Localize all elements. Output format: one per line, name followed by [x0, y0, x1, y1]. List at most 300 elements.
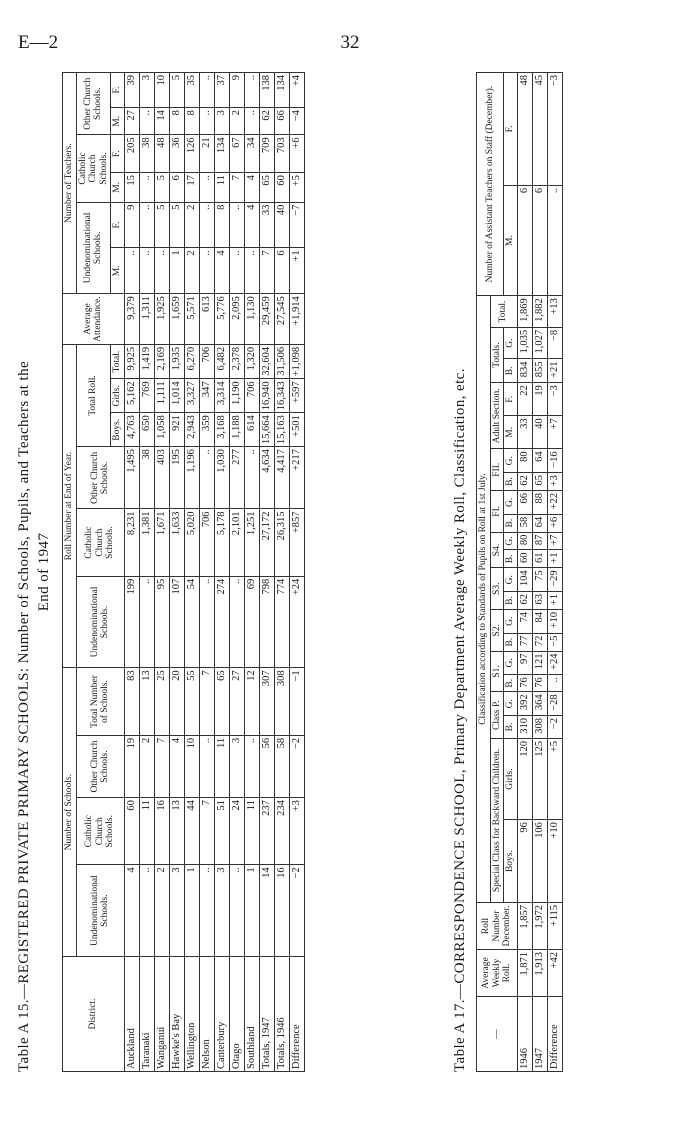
table-cell: −29: [547, 568, 562, 592]
table-cell: +1: [547, 592, 562, 610]
table-cell: 67: [229, 135, 244, 173]
table-cell: 855: [532, 359, 547, 383]
table-cell: 3,168: [214, 413, 229, 447]
table-cell: 66: [517, 491, 532, 515]
table-row: [274, 73, 289, 1072]
table-cell: 5,020: [184, 509, 199, 576]
table-cell: 95: [154, 576, 169, 668]
table-a15-block: [14, 72, 389, 1072]
col-roll-catholic: Catholic Church Schools.: [76, 509, 124, 576]
table-cell: 107: [169, 576, 184, 668]
table-cell: 19: [124, 735, 139, 797]
table-cell: 1,311: [139, 294, 154, 345]
table-cell: +24: [289, 576, 304, 668]
table-cell: 1,030: [214, 447, 229, 509]
table-cell: ..: [244, 248, 259, 294]
table-cell: 56: [259, 735, 274, 797]
col-t-undenom-f: F.: [111, 202, 125, 248]
district-name: Wanganui: [154, 957, 169, 1072]
table-cell: 2,943: [184, 413, 199, 447]
col-t-other-f: F.: [111, 73, 125, 108]
table-cell: 63: [532, 592, 547, 610]
col-s4: S4.: [490, 532, 504, 568]
table-cell: ..: [139, 248, 154, 294]
col-f2-b: B.: [504, 473, 518, 491]
col-t-undenom-m: M.: [111, 248, 125, 294]
page-reference: E—2: [18, 32, 59, 53]
col-s4-b: B.: [504, 550, 518, 568]
table-cell: 1: [169, 248, 184, 294]
table-cell: 1: [184, 865, 199, 957]
table-cell: ..: [139, 173, 154, 202]
table-cell: 37: [214, 73, 229, 108]
col-avg-attendance: Average Attendance.: [63, 294, 125, 345]
col-boys: Boys.: [111, 413, 125, 447]
col-s1-b: B.: [504, 675, 518, 692]
table-cell: 33: [517, 416, 532, 449]
page-number: 32: [340, 32, 360, 53]
table-cell: 11: [214, 173, 229, 202]
col-class-p: Class P.: [490, 692, 504, 739]
table-cell: 1,659: [169, 294, 184, 345]
table-cell: 5: [169, 202, 184, 248]
table-cell: +10: [547, 609, 562, 633]
col-avg-weekly-roll: Average Weekly Roll.: [477, 950, 518, 997]
district-name: Canterbury: [214, 957, 229, 1072]
col-totals-g: G.: [504, 327, 518, 359]
table-a17-block: [450, 72, 700, 1072]
table-cell: 4: [169, 735, 184, 797]
table-cell: 64: [532, 514, 547, 532]
table-cell: 5,178: [214, 509, 229, 576]
table-cell: 21: [199, 135, 214, 173]
table-cell: 2,169: [154, 344, 169, 379]
col-s1: S1.: [490, 651, 504, 692]
table-cell: 16: [154, 798, 169, 865]
table-cell: +1: [289, 248, 304, 294]
table-cell: 1,935: [169, 344, 184, 379]
col-adult: Adult Section.: [490, 383, 504, 449]
table-cell: 5,571: [184, 294, 199, 345]
table-cell: 87: [532, 532, 547, 550]
table-row: [229, 73, 244, 1072]
table-row: [259, 73, 274, 1072]
col-t-other-m: M.: [111, 108, 125, 135]
table-cell: 205: [124, 135, 139, 173]
col-p-g: G.: [504, 692, 518, 716]
table-cell: +597: [289, 379, 304, 413]
table-cell: 83: [124, 668, 139, 735]
col-t-other: Other Church Schools.: [76, 73, 111, 135]
table-cell: 1,381: [139, 509, 154, 576]
table-cell: 2: [139, 735, 154, 797]
table-cell: 4,634: [259, 447, 274, 509]
table-cell: 61: [532, 550, 547, 568]
col-f1-b: B.: [504, 514, 518, 532]
table-cell: 1,913: [532, 950, 547, 997]
table-cell: ..: [154, 248, 169, 294]
table-cell: 6: [169, 173, 184, 202]
table-cell: 2: [184, 248, 199, 294]
table-cell: 364: [532, 692, 547, 716]
table-cell: 34: [244, 135, 259, 173]
col-group-teachers: Number of Teachers.: [63, 73, 77, 294]
table-cell: ..: [199, 447, 214, 509]
table-cell: ..: [229, 202, 244, 248]
table-cell: +115: [547, 903, 562, 950]
table-cell: −5: [547, 633, 562, 651]
table-cell: +3: [289, 798, 304, 865]
table-cell: 74: [517, 609, 532, 633]
table-cell: −8: [547, 327, 562, 359]
table-cell: ..: [229, 248, 244, 294]
table-cell: 7: [229, 173, 244, 202]
table-cell: ..: [199, 576, 214, 668]
table-cell: 16,940: [259, 379, 274, 413]
col-totals-b: B.: [504, 359, 518, 383]
table-cell: 75: [532, 568, 547, 592]
table-row: [547, 73, 562, 1072]
col-roll-december: Roll Number December.: [477, 903, 518, 950]
table-cell: 84: [532, 609, 547, 633]
table-cell: 11: [214, 735, 229, 797]
table-cell: 134: [214, 135, 229, 173]
table-cell: 1,111: [154, 379, 169, 413]
table-cell: 48: [154, 135, 169, 173]
table-cell: ..: [139, 202, 154, 248]
table-cell: 706: [244, 379, 259, 413]
table-cell: 237: [259, 798, 274, 865]
col-dash: —: [477, 997, 518, 1072]
table-cell: +24: [547, 651, 562, 675]
table-cell: 2,378: [229, 344, 244, 379]
table-cell: 15,664: [259, 413, 274, 447]
table-cell: 1,035: [517, 327, 532, 359]
table-a17-body: [517, 73, 562, 1072]
table-cell: 614: [244, 413, 259, 447]
table-cell: 6: [274, 248, 289, 294]
row-label: 1947: [532, 997, 547, 1072]
table-cell: 1,014: [169, 379, 184, 413]
table-cell: +7: [547, 532, 562, 550]
table-cell: 4: [244, 202, 259, 248]
col-total: Total.: [490, 296, 517, 328]
table-cell: ..: [547, 185, 562, 295]
col-adult-m: M.: [504, 416, 518, 449]
table-row: [214, 73, 229, 1072]
table-cell: 12: [244, 668, 259, 735]
table-cell: 120: [517, 738, 532, 819]
table-cell: −7: [289, 202, 304, 248]
table-cell: 32,604: [259, 344, 274, 379]
table-cell: 62: [517, 592, 532, 610]
table-cell: 3: [139, 73, 154, 108]
table-row: [184, 73, 199, 1072]
table-row: [139, 73, 154, 1072]
table-cell: 25: [154, 668, 169, 735]
table-cell: 51: [214, 798, 229, 865]
table-cell: 709: [259, 135, 274, 173]
col-f2: FII.: [490, 449, 504, 491]
table-cell: 33: [259, 202, 274, 248]
table-cell: 80: [517, 449, 532, 473]
table-cell: 8,231: [124, 509, 139, 576]
table-cell: 1,633: [169, 509, 184, 576]
table-cell: 77: [517, 633, 532, 651]
table-cell: 359: [199, 413, 214, 447]
table-cell: ..: [244, 447, 259, 509]
table-cell: +1: [547, 550, 562, 568]
table-cell: 1: [244, 865, 259, 957]
table-cell: −2: [289, 735, 304, 797]
table-cell: 4,417: [274, 447, 289, 509]
table-cell: 1,495: [124, 447, 139, 509]
table-cell: −4: [289, 108, 304, 135]
table-cell: 40: [274, 202, 289, 248]
table-cell: 2: [184, 202, 199, 248]
table-cell: 8: [214, 202, 229, 248]
district-name: Totals, 1947: [259, 957, 274, 1072]
table-cell: 60: [517, 550, 532, 568]
table-cell: 7: [154, 735, 169, 797]
col-ns-other: Other Church Schools.: [76, 735, 124, 797]
table-row: [289, 73, 304, 1072]
table-cell: 1,972: [532, 903, 547, 950]
table-cell: 6,482: [214, 344, 229, 379]
table-cell: 17: [184, 173, 199, 202]
table-cell: 8: [169, 108, 184, 135]
table-cell: 403: [154, 447, 169, 509]
col-s2-g: G.: [504, 609, 518, 633]
table-cell: 1,671: [154, 509, 169, 576]
table-cell: +3: [547, 473, 562, 491]
col-assistant-f: F.: [504, 73, 518, 186]
col-s3-b: B.: [504, 592, 518, 610]
col-girls: Girls.: [111, 379, 125, 413]
table-a17: [476, 72, 563, 1072]
col-group-num-schools: Number of Schools.: [63, 668, 77, 957]
col-total: Total.: [111, 344, 125, 379]
table-cell: 14: [154, 108, 169, 135]
table-cell: 9,925: [124, 344, 139, 379]
table-cell: 2: [229, 108, 244, 135]
col-group-roll: Roll Number at End of Year.: [63, 344, 77, 667]
table-cell: +6: [547, 514, 562, 532]
col-s2-b: B.: [504, 633, 518, 651]
table-cell: 3: [214, 108, 229, 135]
table-cell: 3: [214, 865, 229, 957]
table-cell: ..: [199, 735, 214, 797]
table-cell: 7: [259, 248, 274, 294]
table-cell: 1,058: [154, 413, 169, 447]
table-cell: +42: [547, 950, 562, 997]
table-cell: 58: [274, 735, 289, 797]
table-cell: 1,320: [244, 344, 259, 379]
table-cell: 65: [532, 473, 547, 491]
table-cell: 392: [517, 692, 532, 716]
table-cell: −28: [547, 692, 562, 716]
table-cell: 798: [259, 576, 274, 668]
col-t-catholic-m: M.: [111, 173, 125, 202]
table-cell: −3: [547, 73, 562, 186]
table-cell: 3,327: [184, 379, 199, 413]
table-a17-caption: Table A 17.—CORRESPONDENCE SCHOOL, Primary Department Average Weekly Roll, Classification, etc.: [452, 368, 468, 1072]
col-t-catholic-f: F.: [111, 135, 125, 173]
table-cell: 64: [532, 449, 547, 473]
table-cell: 38: [139, 135, 154, 173]
table-row: [244, 73, 259, 1072]
col-s4-g: G.: [504, 532, 518, 550]
table-cell: 310: [517, 716, 532, 739]
table-cell: 347: [199, 379, 214, 413]
col-assistant-m: M.: [504, 185, 518, 295]
table-cell: 7: [199, 668, 214, 735]
table-cell: 6: [532, 185, 547, 295]
table-cell: 9: [229, 73, 244, 108]
table-cell: ..: [199, 202, 214, 248]
table-cell: 769: [139, 379, 154, 413]
table-cell: 234: [274, 798, 289, 865]
table-cell: +22: [547, 491, 562, 515]
table-cell: 66: [274, 108, 289, 135]
col-totals: Totals.: [490, 327, 504, 382]
table-cell: +4: [289, 73, 304, 108]
table-cell: 774: [274, 576, 289, 668]
table-cell: 1,190: [229, 379, 244, 413]
table-cell: −2: [547, 716, 562, 739]
district-name: Southland: [244, 957, 259, 1072]
table-cell: 1,882: [532, 296, 547, 328]
table-cell: ..: [244, 73, 259, 108]
table-cell: 138: [259, 73, 274, 108]
table-cell: 1,251: [244, 509, 259, 576]
table-cell: 31,506: [274, 344, 289, 379]
district-name: Auckland: [124, 957, 139, 1072]
table-a15-subtitle: End of 1947: [36, 532, 52, 612]
col-p-b: B.: [504, 716, 518, 739]
table-cell: 40: [532, 416, 547, 449]
table-cell: +7: [547, 416, 562, 449]
table-cell: −1: [289, 668, 304, 735]
table-cell: −3: [547, 383, 562, 416]
table-cell: 1,027: [532, 327, 547, 359]
col-s3-g: G.: [504, 568, 518, 592]
table-cell: +5: [289, 173, 304, 202]
table-cell: ..: [229, 865, 244, 957]
col-f1-g: G.: [504, 491, 518, 515]
table-cell: ..: [199, 73, 214, 108]
table-cell: 7: [199, 798, 214, 865]
table-cell: 15,163: [274, 413, 289, 447]
table-cell: 13: [139, 668, 154, 735]
table-a15-title: Table A 15.—REGISTERED PRIVATE PRIMARY SCHOOLS: Number of Schools, Pupils, and Teachers at the: [16, 360, 32, 1072]
table-cell: 88: [532, 491, 547, 515]
table-row: [124, 73, 139, 1072]
table-row: [532, 73, 547, 1072]
col-ns-total: Total Number of Schools.: [76, 668, 124, 735]
col-s3: S3.: [490, 568, 504, 610]
table-cell: 60: [274, 173, 289, 202]
table-cell: 3,314: [214, 379, 229, 413]
table-a15-body: [124, 73, 304, 1072]
table-cell: ..: [244, 735, 259, 797]
table-cell: 62: [259, 108, 274, 135]
col-group-total-roll: Total Roll.: [76, 344, 111, 446]
table-cell: ..: [547, 675, 562, 692]
table-cell: ..: [199, 248, 214, 294]
district-name: Totals, 1946: [274, 957, 289, 1072]
table-cell: +13: [547, 296, 562, 328]
table-cell: 1,857: [517, 903, 532, 950]
table-cell: −16: [547, 449, 562, 473]
table-row: [169, 73, 184, 1072]
col-ns-catholic: Catholic Church Schools.: [76, 798, 124, 865]
table-cell: 307: [259, 668, 274, 735]
table-cell: 39: [124, 73, 139, 108]
table-cell: 16: [274, 865, 289, 957]
table-cell: 14: [259, 865, 274, 957]
table-cell: 1,419: [139, 344, 154, 379]
table-cell: 121: [532, 651, 547, 675]
col-special: Special Class for Backward Children.: [490, 738, 504, 902]
table-cell: 6,270: [184, 344, 199, 379]
table-cell: ..: [139, 108, 154, 135]
col-t-undenom: Undenominational Schools.: [76, 202, 111, 294]
table-cell: 104: [517, 568, 532, 592]
table-cell: 65: [259, 173, 274, 202]
table-cell: 308: [274, 668, 289, 735]
table-cell: 24: [229, 798, 244, 865]
table-cell: 1,869: [517, 296, 532, 328]
col-s1-g: G.: [504, 651, 518, 675]
table-cell: ..: [229, 576, 244, 668]
table-cell: 26,315: [274, 509, 289, 576]
table-cell: 4: [214, 248, 229, 294]
table-cell: 45: [532, 73, 547, 186]
table-cell: 11: [244, 798, 259, 865]
table-cell: 2,101: [229, 509, 244, 576]
table-cell: 8: [184, 108, 199, 135]
table-cell: 58: [517, 514, 532, 532]
table-a15-caption: [14, 72, 54, 1072]
table-cell: 35: [184, 73, 199, 108]
table-cell: 65: [214, 668, 229, 735]
table-cell: 76: [517, 675, 532, 692]
table-a15: [62, 72, 305, 1072]
col-roll-other: Other Church Schools.: [76, 447, 124, 509]
col-ns-undenom: Undenominational Schools.: [76, 865, 124, 957]
table-cell: 6: [517, 185, 532, 295]
table-cell: 19: [532, 383, 547, 416]
table-cell: 5: [154, 202, 169, 248]
table-cell: 5: [154, 173, 169, 202]
table-cell: 27: [124, 108, 139, 135]
table-cell: 27,172: [259, 509, 274, 576]
table-cell: 4: [244, 173, 259, 202]
table-cell: 10: [184, 735, 199, 797]
table-cell: 1,196: [184, 447, 199, 509]
row-label: Difference: [547, 997, 562, 1072]
table-cell: 69: [244, 576, 259, 668]
table-cell: 48: [517, 73, 532, 186]
table-cell: 4,763: [124, 413, 139, 447]
district-name: Hawke's Bay: [169, 957, 184, 1072]
table-cell: 16,343: [274, 379, 289, 413]
col-group-assistant: Number of Assistant Teachers on Staff (December).: [477, 73, 504, 296]
table-cell: 3: [229, 735, 244, 797]
table-cell: ..: [199, 108, 214, 135]
table-cell: 29,459: [259, 294, 274, 345]
